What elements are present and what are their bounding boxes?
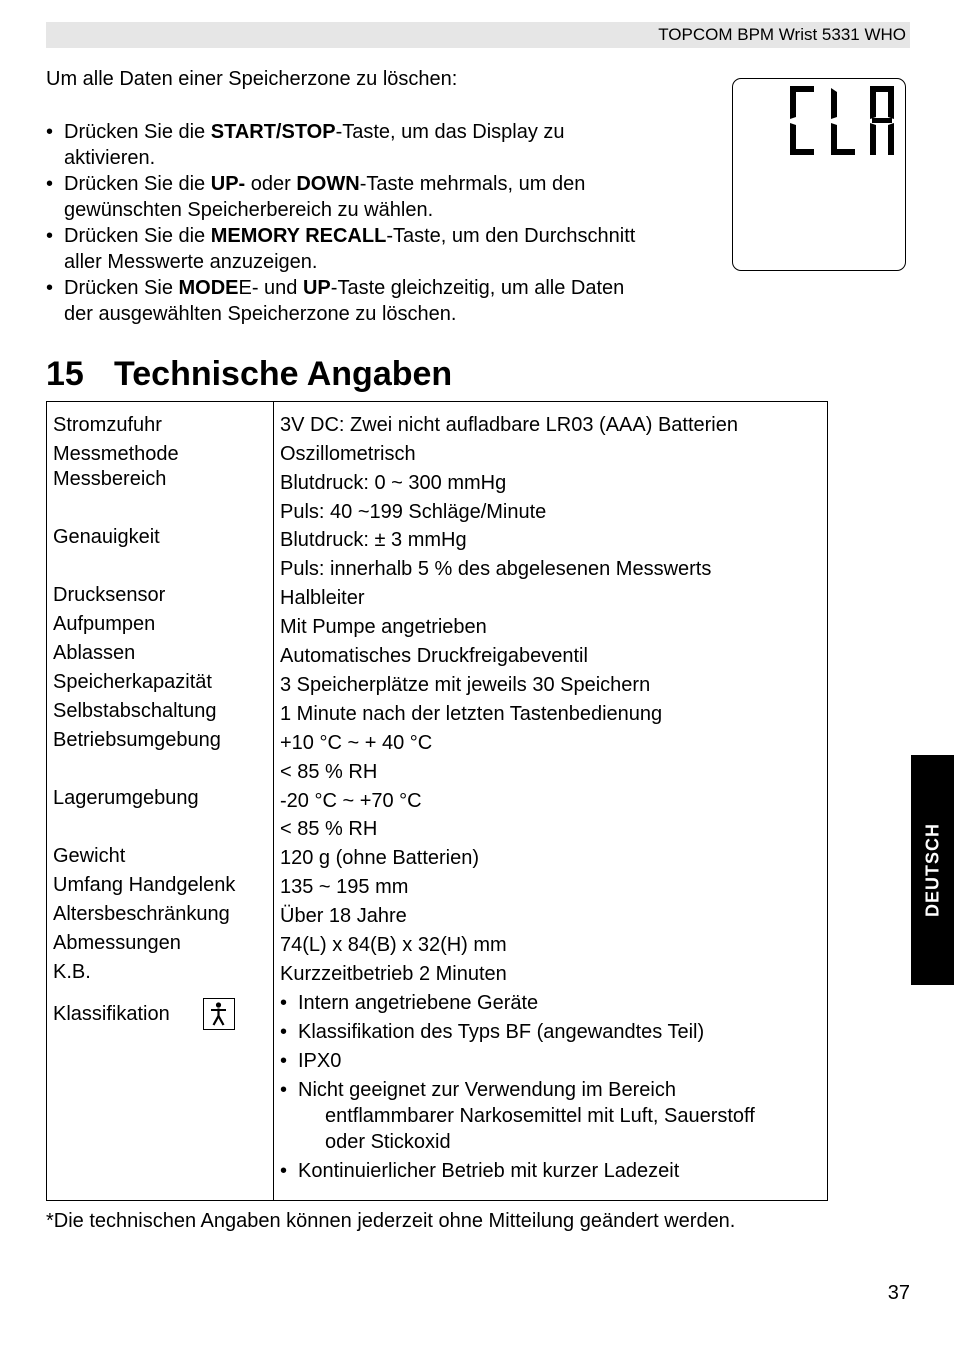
spec-table (46, 401, 828, 1201)
intro-text: Um alle Daten einer Speicherzone zu löschen: (46, 68, 458, 90)
bullet-icon: • (46, 225, 54, 247)
step-text: aller Messwerte anzuzeigen. (64, 251, 318, 273)
spec-label: Selbstabschaltung (53, 700, 217, 722)
language-tab (911, 755, 954, 985)
classification-item: entflammbarer Narkosemittel mit Luft, Sauerstoff (325, 1105, 755, 1127)
spec-label: Lagerumgebung (53, 787, 199, 809)
spec-value: Puls: 40 ~199 Schläge/Minute (280, 501, 547, 523)
spec-value: -20 °C ~ +70 °C (280, 790, 422, 812)
spec-label: Messmethode (53, 443, 179, 465)
bullet-icon: • (280, 1160, 288, 1182)
classification-item: Nicht geeignet zur Verwendung im Bereich (298, 1079, 676, 1101)
list-item (46, 223, 726, 275)
header-bar (46, 22, 910, 48)
key-name: UP (302, 277, 331, 299)
step-text: Drücken Sie die (64, 121, 211, 143)
step-text: der ausgewählten Speicherzone zu löschen. (64, 303, 457, 325)
spec-label: Klassifikation (53, 1003, 170, 1025)
classification-item: Intern angetriebene Geräte (298, 992, 539, 1014)
list-item (46, 275, 726, 327)
spec-value: 3V DC: Zwei nicht aufladbare LR03 (AAA) Batterien (280, 414, 738, 436)
step-text: -Taste gleichzeitig, um alle Daten (330, 277, 625, 299)
bullet-icon: • (280, 1079, 288, 1101)
bullet-icon: • (46, 173, 54, 195)
classification-item: Klassifikation des Typs BF (angewandtes Teil) (298, 1021, 705, 1043)
spec-value: Puls: innerhalb 5 % des abgelesenen Messwerts (280, 558, 712, 580)
spec-label: Genauigkeit (53, 526, 160, 548)
steps-list (46, 119, 726, 327)
spec-label: K.B. (53, 961, 91, 983)
bullet-icon: • (280, 992, 288, 1014)
list-item (46, 171, 726, 223)
spec-label: Gewicht (53, 845, 126, 867)
lcd-cla-icon (733, 79, 907, 272)
spec-value: Automatisches Druckfreigabeventil (280, 645, 588, 667)
spec-label: Drucksensor (53, 584, 166, 606)
spec-value: Mit Pumpe angetrieben (280, 616, 487, 638)
classification-item: Kontinuierlicher Betrieb mit kurzer Ladezeit (298, 1160, 680, 1182)
spec-value: Halbleiter (280, 587, 365, 609)
spec-value: < 85 % RH (280, 818, 378, 840)
spec-label: Altersbeschränkung (53, 903, 230, 925)
spec-value: 135 ~ 195 mm (280, 876, 409, 898)
list-item (46, 119, 726, 171)
spec-label: Betriebsumgebung (53, 729, 221, 751)
list-item (280, 1077, 820, 1155)
classification-item: IPX0 (298, 1050, 342, 1072)
spec-label: Messbereich (53, 468, 167, 490)
step-text: Drücken Sie (64, 277, 179, 299)
step-text: Drücken Sie die (64, 225, 211, 247)
spec-value: +10 °C ~ + 40 °C (280, 732, 433, 754)
spec-value: Blutdruck: 0 ~ 300 mmHg (280, 472, 507, 494)
key-name: UP- (210, 173, 246, 195)
list-item (280, 1158, 820, 1184)
bullet-icon: • (280, 1021, 288, 1043)
spec-label: Stromzufuhr (53, 414, 162, 436)
step-text: aktivieren. (64, 147, 156, 169)
spec-value: < 85 % RH (280, 761, 378, 783)
section-heading (46, 352, 452, 396)
spec-label: Speicherkapazität (53, 671, 212, 693)
bullet-icon: • (46, 121, 54, 143)
spec-value: 1 Minute nach der letzten Tastenbedienung (280, 703, 663, 725)
spec-value: 3 Speicherplätze mit jeweils 30 Speichern (280, 674, 651, 696)
document-title: TOPCOM BPM Wrist 5331 WHO (658, 25, 906, 44)
footnote: *Die technischen Angaben können jederzeit ohne Mitteilung geändert werden. (46, 1210, 736, 1232)
language-label: DEUTSCH (922, 822, 942, 918)
step-text: -Taste mehrmals, um den (359, 173, 586, 195)
bullet-icon: • (280, 1050, 288, 1072)
step-text: -Taste, um das Display zu (335, 121, 565, 143)
section-number: 15 (46, 355, 84, 393)
lcd-display-illustration (732, 78, 906, 271)
list-item (280, 1048, 820, 1074)
spec-label: Ablassen (53, 642, 136, 664)
step-text: oder (245, 173, 297, 195)
spec-value: Kurzzeitbetrieb 2 Minuten (280, 963, 507, 985)
type-bf-symbol-icon (203, 998, 235, 1030)
spec-label: Umfang Handgelenk (53, 874, 236, 896)
list-item (280, 990, 820, 1016)
step-text: E- und (238, 277, 303, 299)
key-name: DOWN (296, 173, 360, 195)
spec-label: Abmessungen (53, 932, 181, 954)
step-text: -Taste, um den Durchschnitt (386, 225, 636, 247)
column-divider (273, 402, 274, 1200)
key-name: MEMORY RECALL (210, 225, 387, 247)
list-item (280, 1019, 820, 1045)
key-name: MODE (178, 277, 239, 299)
classification-item: oder Stickoxid (325, 1131, 451, 1153)
spec-label: Aufpumpen (53, 613, 156, 635)
step-text: Drücken Sie die (64, 173, 211, 195)
spec-value: 120 g (ohne Batterien) (280, 847, 480, 869)
bullet-icon: • (46, 277, 54, 299)
section-title: Technische Angaben (114, 355, 453, 393)
step-text: gewünschten Speicherbereich zu wählen. (64, 199, 434, 221)
page-number: 37 (887, 1282, 910, 1304)
spec-value: Blutdruck: ± 3 mmHg (280, 529, 467, 551)
spec-value: 74(L) x 84(B) x 32(H) mm (280, 934, 507, 956)
spec-value: Oszillometrisch (280, 443, 416, 465)
spec-value: Über 18 Jahre (280, 905, 407, 927)
key-name: START/STOP (210, 121, 336, 143)
